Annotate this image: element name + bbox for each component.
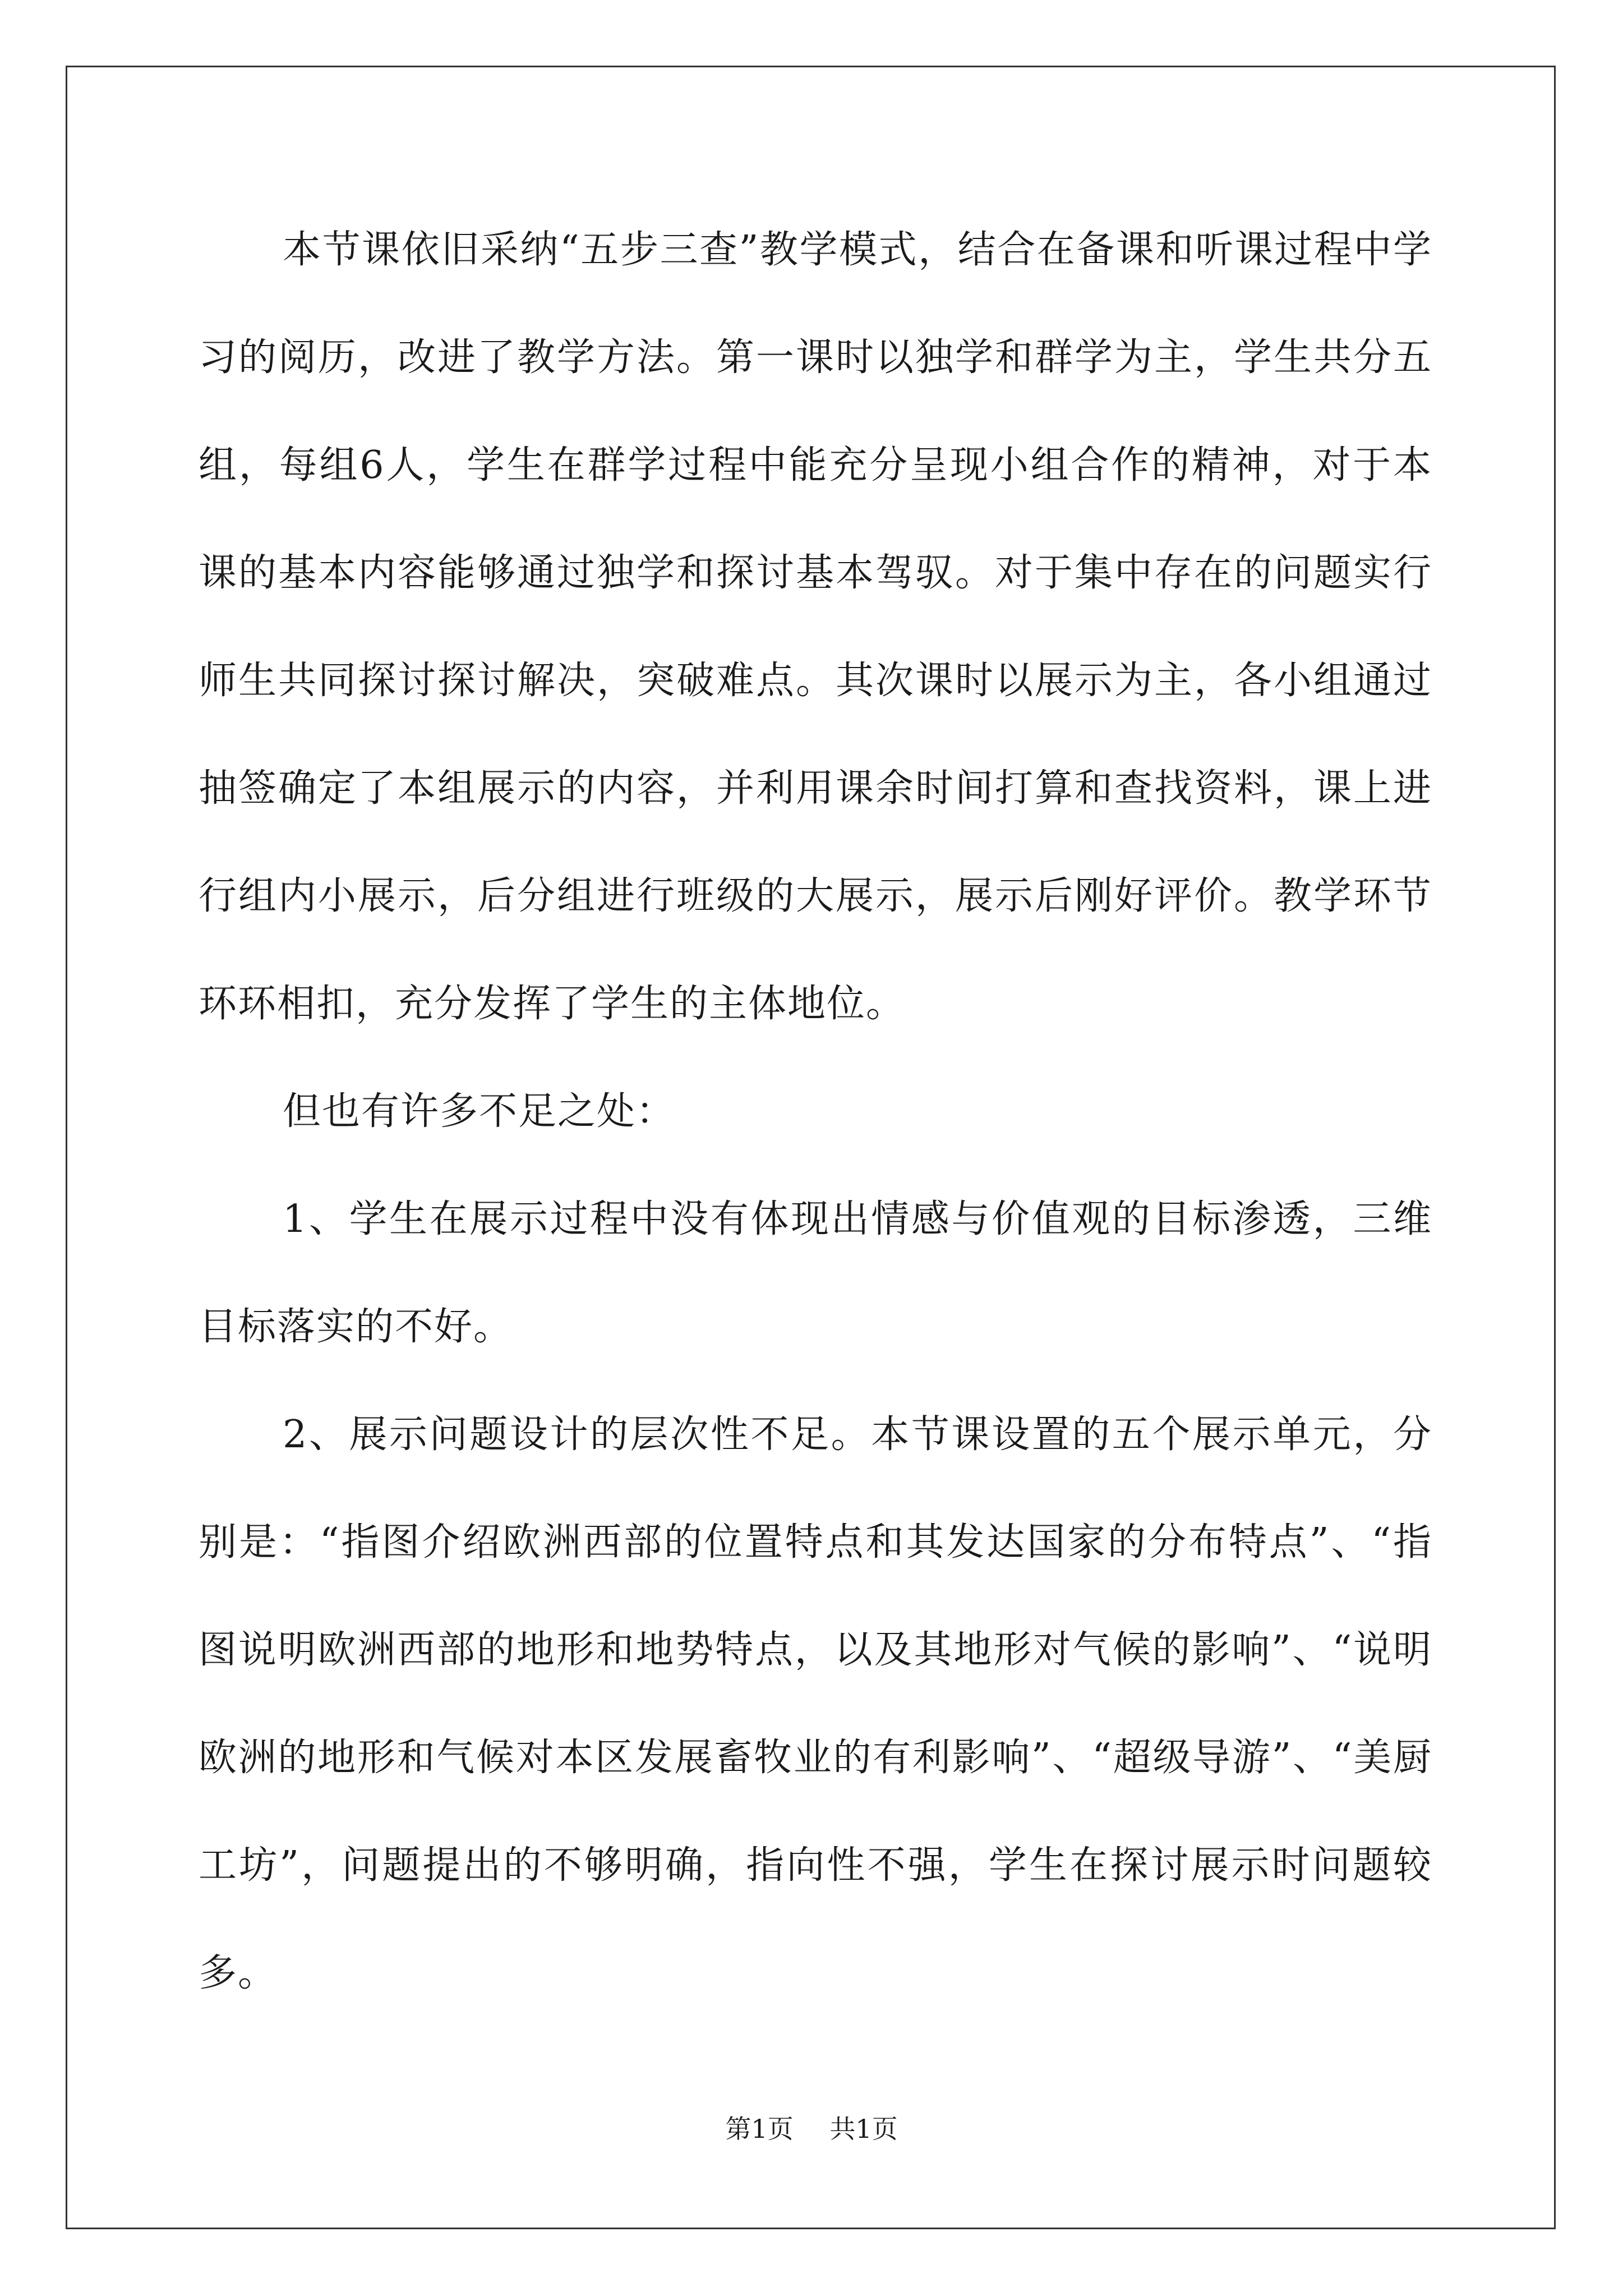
page-number: 第1页 — [725, 2114, 794, 2144]
page-footer — [0, 2112, 1623, 2146]
paragraph-point-1: 1、学生在展示过程中没有体现出情感与价值观的目标渗透，三维目标落实的不好。 — [199, 1197, 1432, 1349]
page-total: 共1页 — [829, 2114, 898, 2144]
paragraph-intro: 本节课依旧采纳“五步三查”教学模式，结合在备课和听课过程中学习的阅历，改进了教学方法。第一课时以独学和群学为主，学生共分五组，每组6人，学生在群学过程中能充分呈现小组合作的精神，对于本课的基本内容能够通过独学和探讨基本驾驭。对于集中存在的问题实行师生共同探讨探讨解决，突破难点。其次课时以展示为主，各小组通过抽签确定了本组展示的内容，并利用课余时间打算和查找资料，课上进行组内小展示，后分组进行班级的大展示，展示后刚好评价。教学环节环环相扣，充分发挥了学生的主体地位。 — [199, 228, 1432, 1026]
document-body — [199, 196, 1432, 2027]
paragraph-shortcomings-heading: 但也有许多不足之处： — [283, 1089, 676, 1134]
paragraph-point-2: 2、展示问题设计的层次性不足。本节课设置的五个展示单元，分别是：“指图介绍欧洲西部的位置特点和其发达国家的分布特点”、“指图说明欧洲西部的地形和地势特点，以及其地形对气候的影响”、“说明欧洲的地形和气候对本区发展畜牧业的有利影响”、“超级导游”、“美厨工坊”，问题提出的不够明确，指向性不强，学生在探讨展示时问题较多。 — [199, 1412, 1432, 1995]
